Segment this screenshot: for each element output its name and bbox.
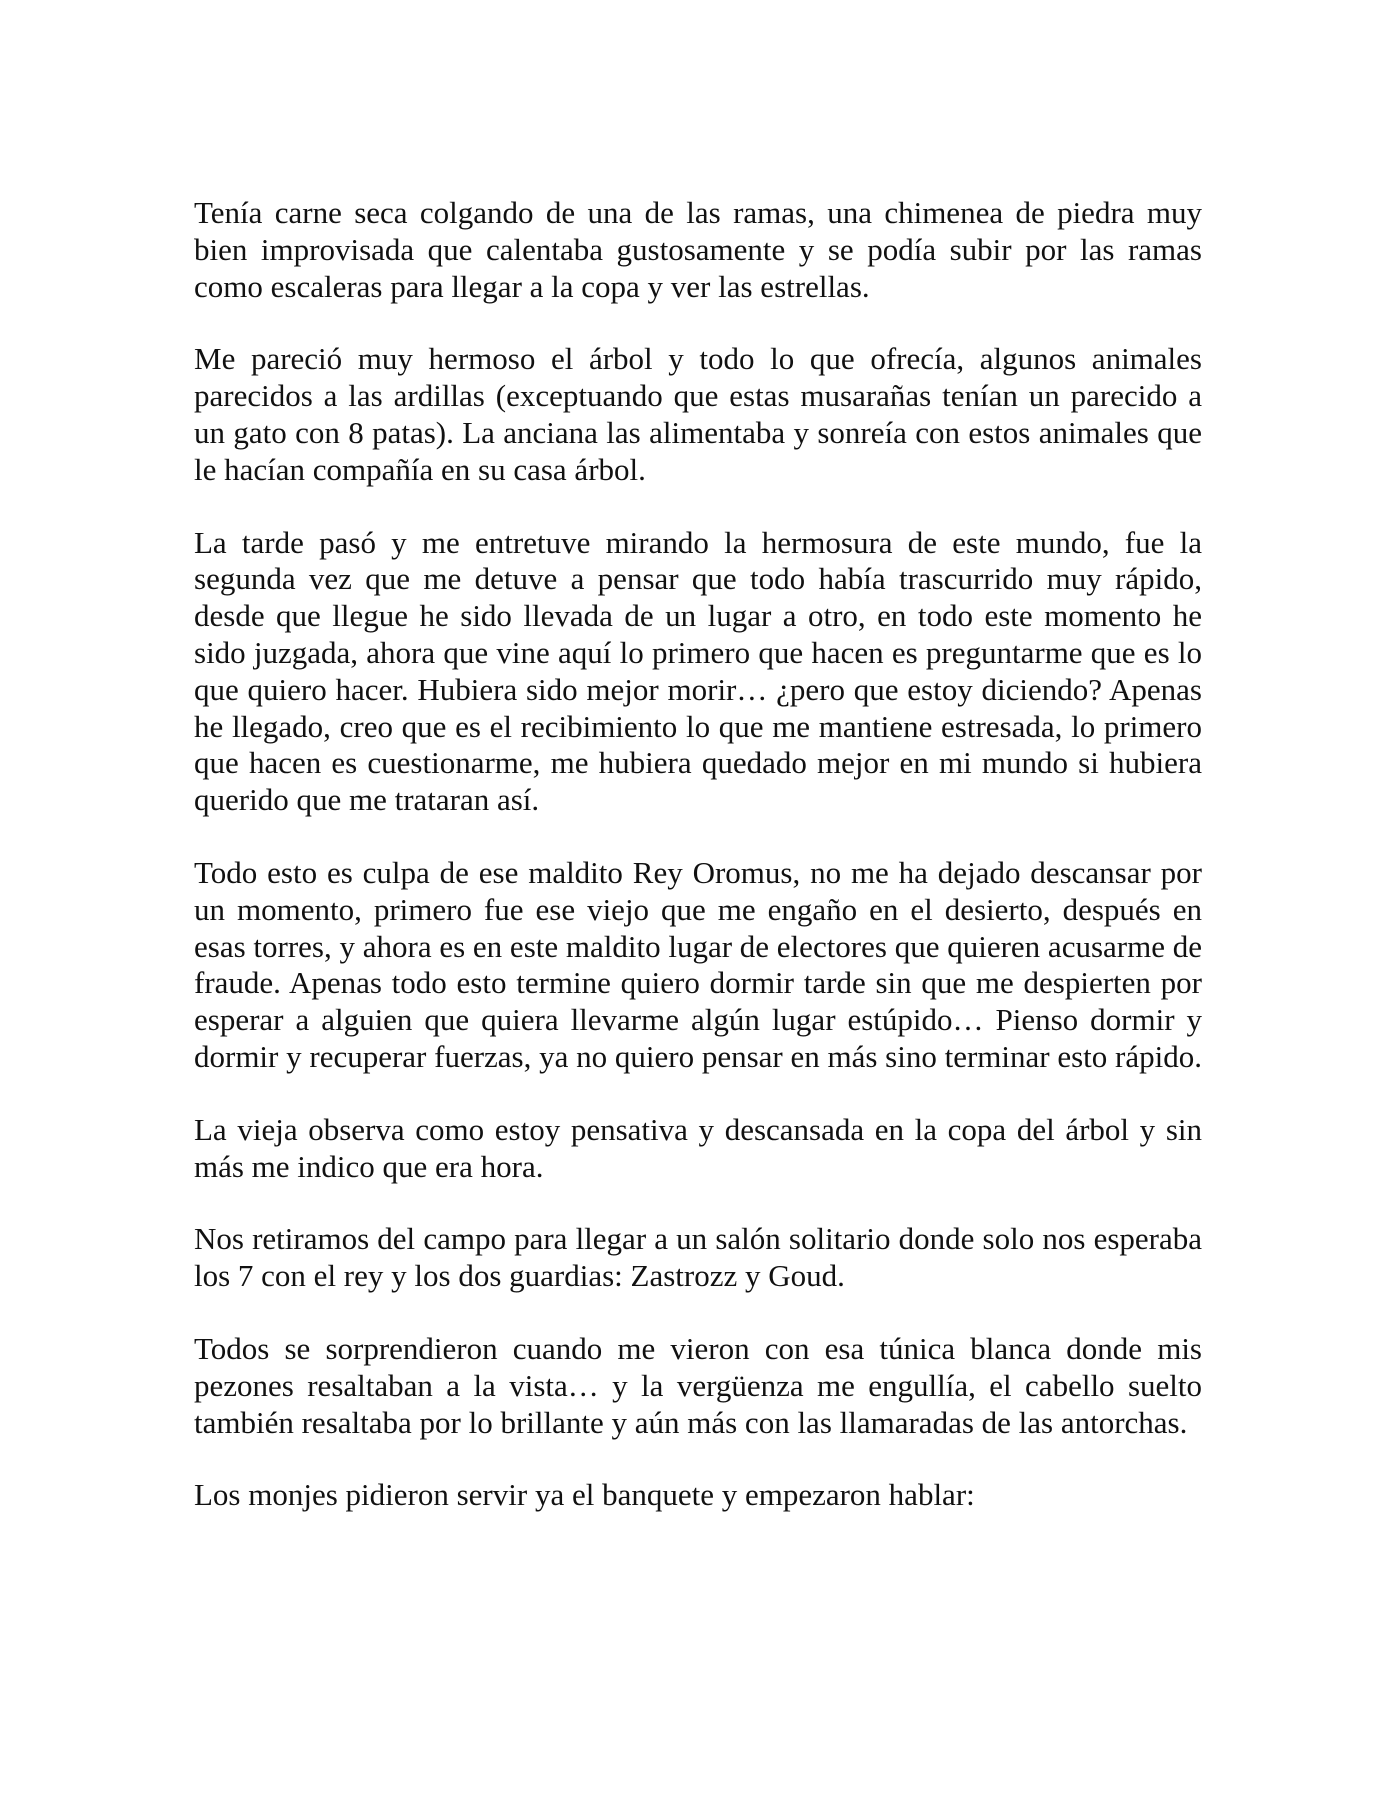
paragraph-7: Todos se sorprendieron cuando me vieron con esa túnica blanca donde mis pezones resaltaban a la vista… y la vergüenza me engullía, el cabello suelto también resaltaba por lo brillante y aún más con las llamaradas de las antorchas. <box>194 1330 1202 1440</box>
paragraph-4: Todo esto es culpa de ese maldito Rey Oromus, no me ha dejado descansar por un momento, primero fue ese viejo que me engaño en el desierto, después en esas torres, y ahora es en este maldito lugar de electores que quieren acusarme de fraude. Apenas todo esto termine quiero dormir tarde sin que me despierten por esperar a alguien que quiera llevarme algún lugar estúpido… Pienso dormir y dormir y recuperar fuerzas, ya no quiero pensar en más sino terminar esto rápido. <box>194 854 1202 1074</box>
paragraph-3: La tarde pasó y me entretuve mirando la hermosura de este mundo, fue la segunda vez que me detuve a pensar que todo había trascurrido muy rápido, desde que llegue he sido llevada de un lugar a otro, en todo este momento he sido juzgada, ahora que vine aquí lo primero que hacen es preguntarme que es lo que quiero hacer. Hubiera sido mejor morir… ¿pero que estoy diciendo? Apenas he llegado, creo que es el recibimiento lo que me mantiene estresada, lo primero que hacen es cuestionarme, me hubiera quedado mejor en mi mundo si hubiera querido que me trataran así. <box>194 524 1202 818</box>
paragraph-8: Los monjes pidieron servir ya el banquete y empezaron hablar: <box>194 1477 975 1513</box>
document-body <box>194 195 1202 1550</box>
paragraph-6: Nos retiramos del campo para llegar a un salón solitario donde solo nos esperaba los 7 con el rey y los dos guardias: Zastrozz y Goud. <box>194 1221 1202 1294</box>
paragraph-1: Tenía carne seca colgando de una de las ramas, una chimenea de piedra muy bien improvisada que calentaba gustosamente y se podía subir por las ramas como escaleras para llegar a la copa y ver las estrellas. <box>194 195 1202 304</box>
paragraph-2: Me pareció muy hermoso el árbol y todo lo que ofrecía, algunos animales parecidos a las ardillas (exceptuando que estas musarañas tenían un parecido a un gato con 8 patas). La anciana las alimentaba y sonreía con estos animales que le hacían compañía en su casa árbol. <box>194 341 1202 487</box>
paragraph-5: La vieja observa como estoy pensativa y descansada en la copa del árbol y sin más me indico que era hora. <box>194 1111 1202 1184</box>
